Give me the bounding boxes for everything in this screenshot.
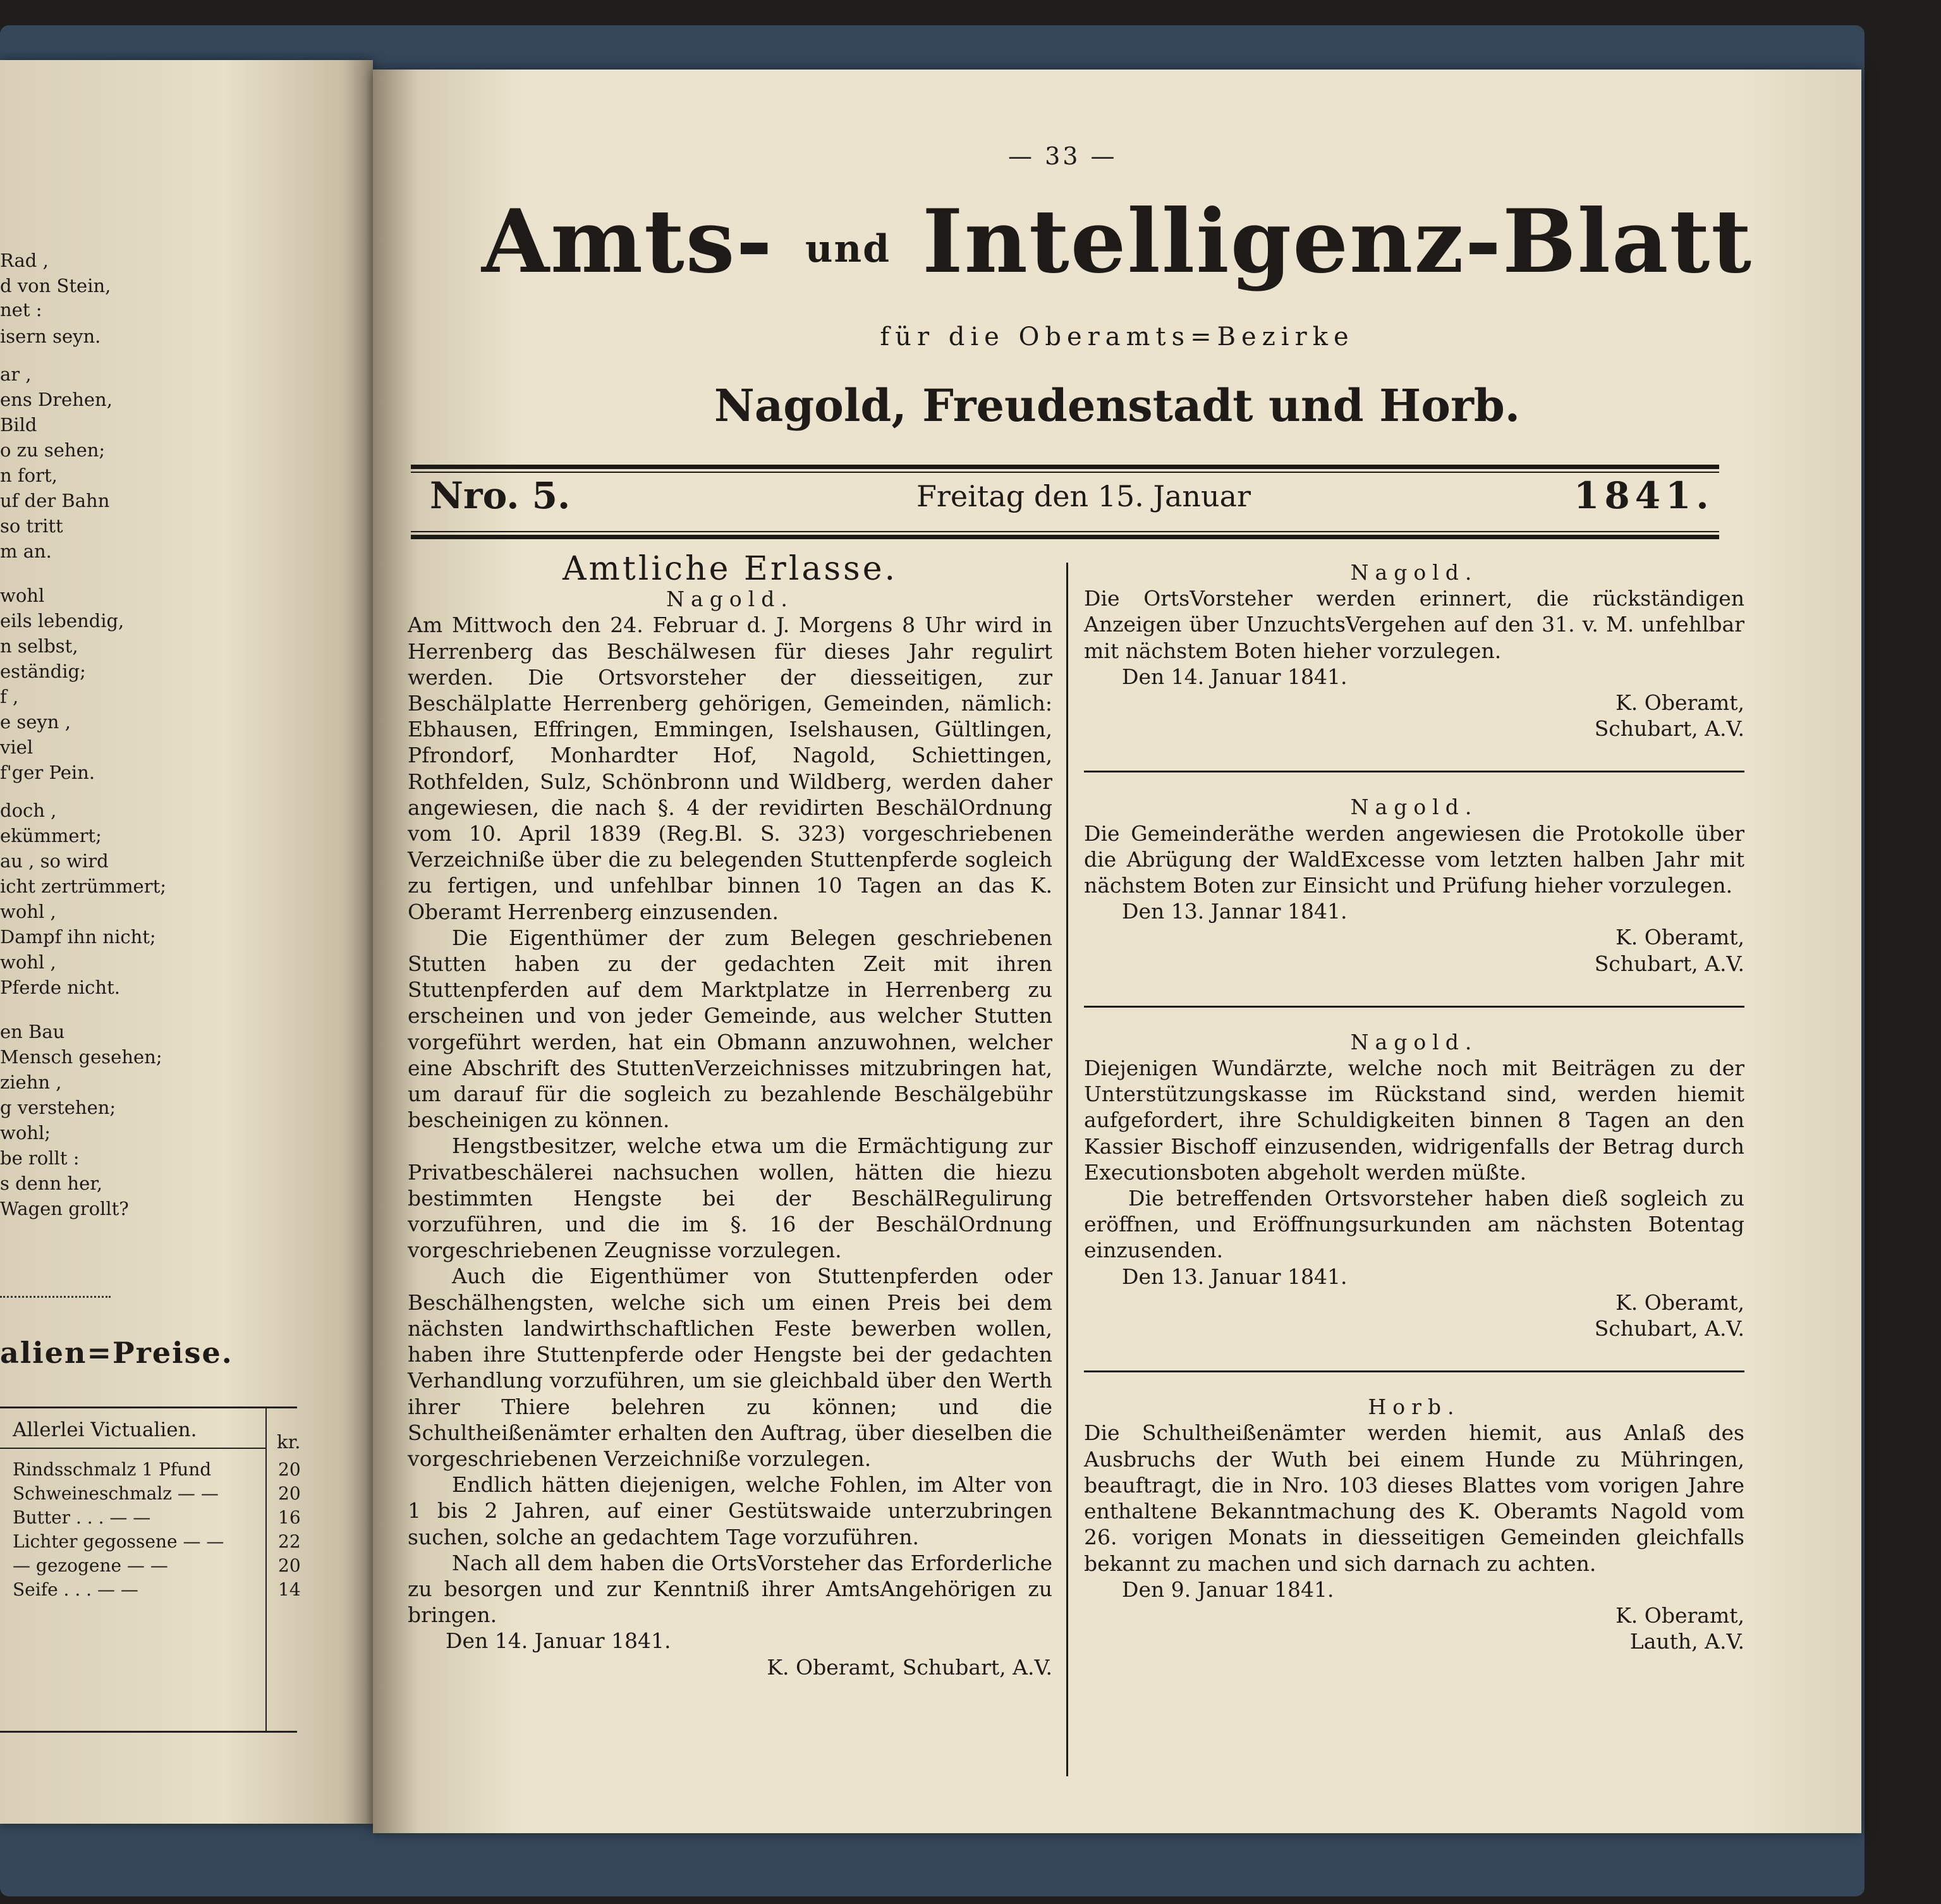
notice-place: Nagold. (1350, 795, 1478, 820)
left-page-line: so tritt (0, 515, 63, 537)
table-unit: kr. (277, 1431, 301, 1453)
left-page-line: uf der Bahn (0, 490, 110, 511)
notice-place: Nagold. (1350, 1029, 1478, 1054)
table-header-rule (0, 1448, 265, 1449)
masthead-und: und (805, 227, 891, 271)
left-page-line: Wagen grollt? (0, 1198, 129, 1219)
table-row-item: Schweineschmalz — — (13, 1483, 219, 1504)
notice-text: Die Schultheißenämter werden hiemit, aus Anlaß des Ausbruchs der Wuth bei einem Hunde zu Mühringen, beauftragt, die in Nro. 103 dieses Blattes vom vorigen Jahre enthaltene Bekanntmachung des K. Oberamts Nagold vom 26. vorigen Monats in diesseitigen Gemeinden gleichfalls bekannt zu machen und sich darnach zu achten. (1084, 1420, 1744, 1576)
table-row-value: 22 (278, 1531, 301, 1552)
left-page-line: f , (0, 686, 19, 707)
left-page-line: o zu sehen; (0, 439, 106, 461)
table-row-value: 20 (278, 1459, 301, 1480)
table-row-item: Butter . . . — — (13, 1507, 151, 1528)
masthead (373, 190, 1861, 293)
left-column (408, 550, 1052, 1680)
notice-text: Die betreffenden Ortsvorsteher haben dieß sogleich zu eröffnen, und Eröffnungsurkunden am nächsten Botentag einzusenden. (1084, 1186, 1744, 1263)
left-page-line: Mensch gesehen; (0, 1046, 162, 1068)
notice-text: Die OrtsVorsteher werden erinnert, die rückständigen Anzeigen über UnzuchtsVergehen auf den 31. v. M. unfehlbar mit nächstem Boten hieher vorzulegen. (1084, 586, 1744, 663)
notice-date: Den 14. Januar 1841. (1122, 664, 1348, 689)
left-page (0, 60, 373, 1824)
notice-place: Horb. (1368, 1394, 1461, 1420)
right-page (373, 70, 1861, 1833)
left-page-line: Bild (0, 414, 37, 436)
left-page-line: eständig; (0, 661, 86, 682)
header-rule-top (411, 465, 1719, 469)
masthead-part-2: Intelligenz-Blatt (922, 190, 1753, 293)
notice-date: Den 13. Jannar 1841. (1122, 899, 1348, 924)
notice-date: Den 13. Januar 1841. (1122, 1264, 1348, 1289)
left-page-line: wohl , (0, 951, 56, 973)
table-row-value: 20 (278, 1555, 301, 1576)
left-page-line: Rad , (0, 250, 49, 271)
left-page-line: icht zertrümmert; (0, 876, 167, 897)
left-page-line: be rollt : (0, 1147, 80, 1169)
subtitle: für die Oberamts=Bezirke (880, 322, 1354, 351)
issue-date: Freitag den 15. Januar (916, 479, 1251, 513)
table-row-value: 20 (278, 1483, 301, 1504)
notice-paragraph: Auch die Eigenthümer von Stuttenpferden oder Beschälhengsten, welche sich um einen Preis bei dem nächsten landwirthschaftlichen Feste bewerben wollen, haben ihre Stuttenpferde oder Hengste bei der gedachten Verhandlung vorzuführen, um sie gleichbald über den Werth ihrer Thiere belehren zu können; und die Schultheißenämter erhalten den Auftrag, über dieselben die vorgeschriebenen Verzeichniße vorzulegen. (408, 1264, 1052, 1471)
left-page-line: au , so wird (0, 850, 109, 872)
notice-separator (1084, 1006, 1744, 1008)
table-row-item: Lichter gegossene — — (13, 1531, 224, 1552)
left-page-line: f'ger Pein. (0, 762, 95, 783)
notice-paragraph: Hengstbesitzer, welche etwa um die Ermächtigung zur Privatbeschälerei nachsuchen wollen, hätten die hiezu bestimmten Hengste bei der BeschälRegulirung vorzuführen, und die im §. 16 der BeschälOrdnung vorgeschriebenen Zeugnisse vorzulegen. (408, 1133, 1052, 1263)
left-page-line: d von Stein, (0, 275, 111, 296)
section-title: Amtliche Erlasse. (562, 550, 898, 588)
left-page-line: wohl (0, 585, 45, 606)
notice-signature: K. Oberamt, (1615, 1602, 1744, 1628)
left-page-line: wohl; (0, 1122, 51, 1144)
left-page-line: Pferde nicht. (0, 977, 120, 998)
table-header: Allerlei Victualien. (13, 1419, 197, 1441)
column-divider (1066, 563, 1068, 1776)
left-page-line: Dampf ihn nicht; (0, 926, 156, 948)
notice-signature: K. Oberamt, (1615, 925, 1744, 950)
notice-date: Den 14. Januar 1841. (446, 1628, 671, 1654)
left-page-line: net : (0, 299, 42, 320)
table-row-value: 16 (278, 1507, 301, 1528)
masthead-part-1: Amts- (481, 190, 774, 293)
table-row-item: Rindsschmalz 1 Pfund (13, 1459, 212, 1480)
left-page-line: n selbst, (0, 635, 78, 657)
page-number: — 33 — (1008, 142, 1117, 170)
right-column (1084, 559, 1744, 1654)
issue-number: Nro. 5. (430, 474, 571, 517)
header-rule-bottom (411, 535, 1719, 539)
notice-signature: Lauth, A.V. (1629, 1629, 1744, 1654)
table-row-value: 14 (278, 1579, 301, 1600)
districts: Nagold, Freudenstadt und Horb. (714, 379, 1521, 432)
table-row-item: Seife . . . — — (13, 1579, 138, 1600)
notice-paragraph: Die Eigenthümer der zum Belegen geschriebenen Stutten haben zu der gedachten Zeit mit ihren Stuttenpferden auf dem Marktplatze in Herrenberg zu erscheinen und von jeder Gemeinde, aus welcher Stutten vorgeführt werden, hat ein Obmann anzuwohnen, welcher eine Abschrift des StuttenVerzeichnisses mitzubringen hat, um darauf für die sogleich zu bezahlende Beschälgebühr bescheinigen zu können. (408, 925, 1052, 1133)
header-rule-bottom-thin (411, 531, 1719, 532)
notice-separator (1084, 771, 1744, 772)
notice-separator (1084, 1370, 1744, 1372)
left-page-line: en Bau (0, 1021, 65, 1042)
left-page-line: ekümmert; (0, 825, 102, 846)
left-page-line: isern seyn. (0, 326, 101, 347)
left-page-line: viel (0, 736, 33, 758)
table-row-item: — gezogene — — (13, 1555, 168, 1576)
left-page-line: n fort, (0, 465, 58, 486)
decorative-rule (0, 1296, 111, 1303)
notice-paragraph: Am Mittwoch den 24. Februar d. J. Morgens 8 Uhr wird in Herrenberg das Beschälwesen für dieses Jahr regulirt werden. Die Ortsvorsteher der diesseitigen, zur Beschälplatte Herrenberg gehörigen, Gemeinden, nämlich: Ebhausen, Effringen, Emmingen, Iselshausen, Gültlingen, Pfrondorf, Monhardter Hof, Nagold, Schiettingen, Rothfelden, Sulz, Schönbronn und Wildberg, werden daher angewiesen, die nach §. 4 der revidirten BeschälOrdnung vom 10. April 1839 (Reg.Bl. S. 323) vorgeschriebenen Verzeichniße über die zu belegenden Stuttenpferde sogleich zu fertigen, und unfehlbar binnen 10 Tagen an das K. Oberamt Herrenberg einzusenden. (408, 613, 1052, 924)
left-page-line: e seyn , (0, 711, 71, 733)
notice-signature: K. Oberamt, Schubart, A.V. (767, 1654, 1052, 1680)
notice-place: Nagold. (1350, 560, 1478, 585)
left-page-line: m an. (0, 540, 52, 562)
notice-text: Die Gemeinderäthe werden angewiesen die Protokolle über die Abrügung der WaldExcesse vom letzten halben Jahr mit nächstem Boten zur Einsicht und Prüfung hieher vorzulegen. (1084, 821, 1744, 898)
left-page-line: doch , (0, 800, 57, 821)
notice-signature: Schubart, A.V. (1594, 951, 1744, 976)
left-page-line: wohl , (0, 901, 56, 922)
left-page-line: ziehn , (0, 1071, 62, 1093)
notice-place: Nagold. (666, 587, 794, 612)
left-page-line: s denn her, (0, 1173, 103, 1194)
notice-paragraph: Nach all dem haben die OrtsVorsteher das Erforderliche zu besorgen und zur Kenntniß ihrer AmtsAngehörigen zu bringen. (408, 1550, 1052, 1628)
notice-signature: Schubart, A.V. (1594, 716, 1744, 741)
notice-signature: K. Oberamt, (1615, 690, 1744, 716)
left-page-line: ar , (0, 363, 32, 385)
notice-signature: K. Oberamt, (1615, 1290, 1744, 1315)
left-page-line: eils lebendig, (0, 610, 125, 632)
price-table (0, 1407, 301, 1733)
table-divider (265, 1408, 267, 1731)
header-rule-top-thin (411, 472, 1719, 473)
left-page-line: ens Drehen, (0, 389, 113, 410)
issue-year: 1841. (1574, 474, 1714, 517)
notice-text: Diejenigen Wundärzte, welche noch mit Beiträgen zu der Unterstützungskasse im Rückstand sind, werden hiemit aufgefordert, ihre Schuldigkeiten binnen 8 Tagen an den Kassier Bischoff einzusenden, widrigenfalls der Betrag durch Executionsboten abgeholt werden müßte. (1084, 1056, 1744, 1185)
notice-date: Den 9. Januar 1841. (1122, 1577, 1334, 1602)
notice-signature: Schubart, A.V. (1594, 1316, 1744, 1341)
left-page-line: g verstehen; (0, 1097, 116, 1118)
prices-title: alien=Preise. (0, 1336, 233, 1370)
notice-paragraph: Endlich hätten diejenigen, welche Fohlen, im Alter von 1 bis 2 Jahren, auf einer Gestütswaide unterzubringen suchen, solche an gedachtem Tage vorzuführen. (408, 1472, 1052, 1549)
